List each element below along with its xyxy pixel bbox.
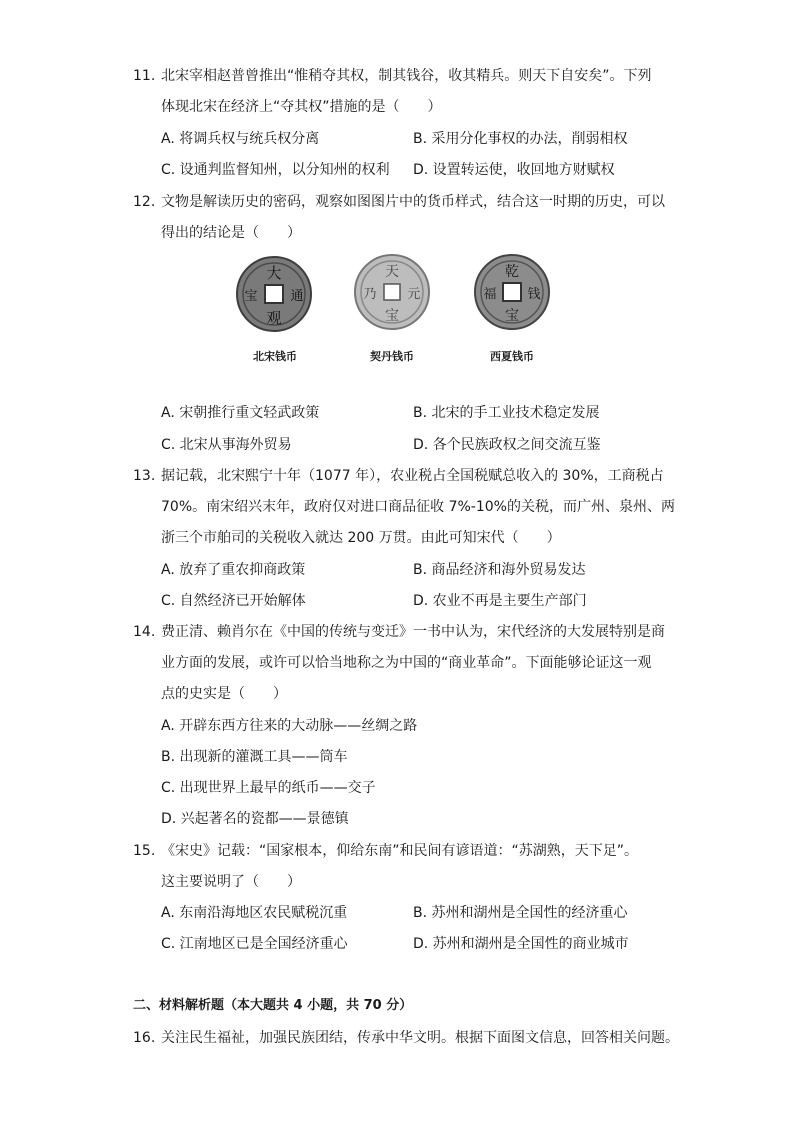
coin-2-char-top: 天	[385, 264, 399, 280]
coin-western-xia	[472, 252, 552, 336]
q16-number: 16.	[133, 1030, 156, 1046]
q16-stem-line1: 关注民生福祉，加强民族团结，传承中华文明。根据下面图文信息，回答相关问题。	[161, 1030, 679, 1046]
q13-option-c: C. 自然经济已开始解体	[161, 593, 306, 609]
q13-option-b: B. 商品经济和海外贸易发达	[413, 562, 586, 578]
q12-option-c: C. 北宋从事海外贸易	[161, 437, 292, 453]
q12-option-d: D. 各个民族政权之间交流互鉴	[413, 437, 601, 453]
q11-number: 11.	[133, 68, 156, 84]
coin-2-char-left: 乃	[363, 287, 377, 302]
coin-khitan	[352, 252, 432, 336]
q14-option-a: A. 开辟东西方往来的大动脉——丝绸之路	[161, 718, 418, 734]
q13-stem-line3: 浙三个市舶司的关税收入就达 200 万贯。由此可知宋代（ ）	[161, 530, 561, 546]
q15-stem-line1: 《宋史》记载：“国家根本，仰给东南”和民间有谚语道：“苏湖熟，天下足”。	[161, 843, 639, 859]
q11-option-d: D. 设置转运使，收回地方财赋权	[413, 162, 615, 178]
q15-number: 15.	[133, 843, 156, 859]
q15-option-c: C. 江南地区已是全国经济重心	[161, 936, 348, 952]
q15-stem-line2: 这主要说明了（ ）	[161, 874, 301, 890]
q15-option-a: A. 东南沿海地区农民赋税沉重	[161, 905, 348, 921]
coin-figure	[230, 250, 560, 370]
q12-stem-line1: 文物是解读历史的密码，观察如图图片中的货币样式，结合这一时期的历史，可以	[161, 194, 665, 210]
q15-option-b: B. 苏州和湖州是全国性的经济重心	[413, 905, 628, 921]
q13-option-d: D. 农业不再是主要生产部门	[413, 593, 587, 609]
coin-2-char-right: 元	[407, 287, 421, 302]
q11-option-b: B. 采用分化事权的办法，削弱相权	[413, 131, 628, 147]
coin-northern-song-image	[234, 254, 314, 334]
coin-3-char-bottom: 宝	[505, 308, 519, 324]
q12-number: 12.	[133, 194, 156, 210]
coin-1-char-right: 通	[290, 289, 304, 304]
q12-option-b: B. 北宋的手工业技术稳定发展	[413, 405, 600, 421]
q13-number: 13.	[133, 468, 156, 484]
q12-stem-line2: 得出的结论是（ ）	[161, 225, 301, 241]
coin-khitan-image	[352, 252, 432, 332]
coin-northern-song	[234, 254, 314, 338]
coin-northern-song-caption: 北宋钱币	[253, 350, 297, 363]
coin-1-char-top: 大	[266, 264, 282, 282]
q11-stem-line1: 北宋宰相赵普曾推出“惟稍夺其权，制其钱谷，收其精兵。则天下自安矣”。下列	[161, 68, 652, 84]
q14-option-b: B. 出现新的灌溉工具——筒车	[161, 749, 348, 765]
coin-2-char-bottom: 宝	[385, 308, 399, 324]
coin-1-char-left: 宝	[244, 289, 258, 304]
q14-option-d: D. 兴起著名的瓷都——景德镇	[161, 811, 349, 827]
coin-western-xia-image	[472, 252, 552, 332]
coin-1-char-bottom: 观	[266, 309, 282, 327]
section-heading-material-analysis: 二、材料解析题（本大题共 4 小题，共 70 分）	[133, 998, 413, 1013]
q13-stem-line2: 70%。南宋绍兴末年，政府仅对进口商品征收 7%-10%的关税，而广州、泉州、两	[161, 499, 675, 515]
q14-number: 14.	[133, 624, 156, 640]
coin-3-char-left: 福	[483, 287, 497, 302]
coin-3-char-right: 钱	[527, 287, 541, 302]
q13-stem-line1: 据记载，北宋熙宁十年（1077 年），农业税占全国税赋总收入的 30%，工商税占	[161, 468, 664, 484]
q11-option-c: C. 设通判监督知州，以分知州的权利	[161, 162, 390, 178]
coin-western-xia-caption: 西夏钱币	[490, 350, 534, 363]
q13-option-a: A. 放弃了重农抑商政策	[161, 562, 306, 578]
coin-khitan-caption: 契丹钱币	[370, 350, 414, 363]
q14-stem-line1: 费正清、赖肖尔在《中国的传统与变迁》一书中认为，宋代经济的大发展特别是商	[161, 624, 665, 640]
q12-option-a: A. 宋朝推行重文轻武政策	[161, 405, 320, 421]
coin-3-char-top: 乾	[505, 264, 519, 280]
q14-stem-line2: 业方面的发展，或许可以恰当地称之为中国的“商业革命”。下面能够论证这一观	[161, 655, 652, 671]
q15-option-d: D. 苏州和湖州是全国性的商业城市	[413, 936, 629, 952]
q14-option-c: C. 出现世界上最早的纸币——交子	[161, 780, 376, 796]
q11-stem-line2: 体现北宋在经济上“夺其权”措施的是（ ）	[161, 99, 442, 115]
q14-stem-line3: 点的史实是（ ）	[161, 686, 287, 702]
q11-option-a: A. 将调兵权与统兵权分离	[161, 131, 320, 147]
